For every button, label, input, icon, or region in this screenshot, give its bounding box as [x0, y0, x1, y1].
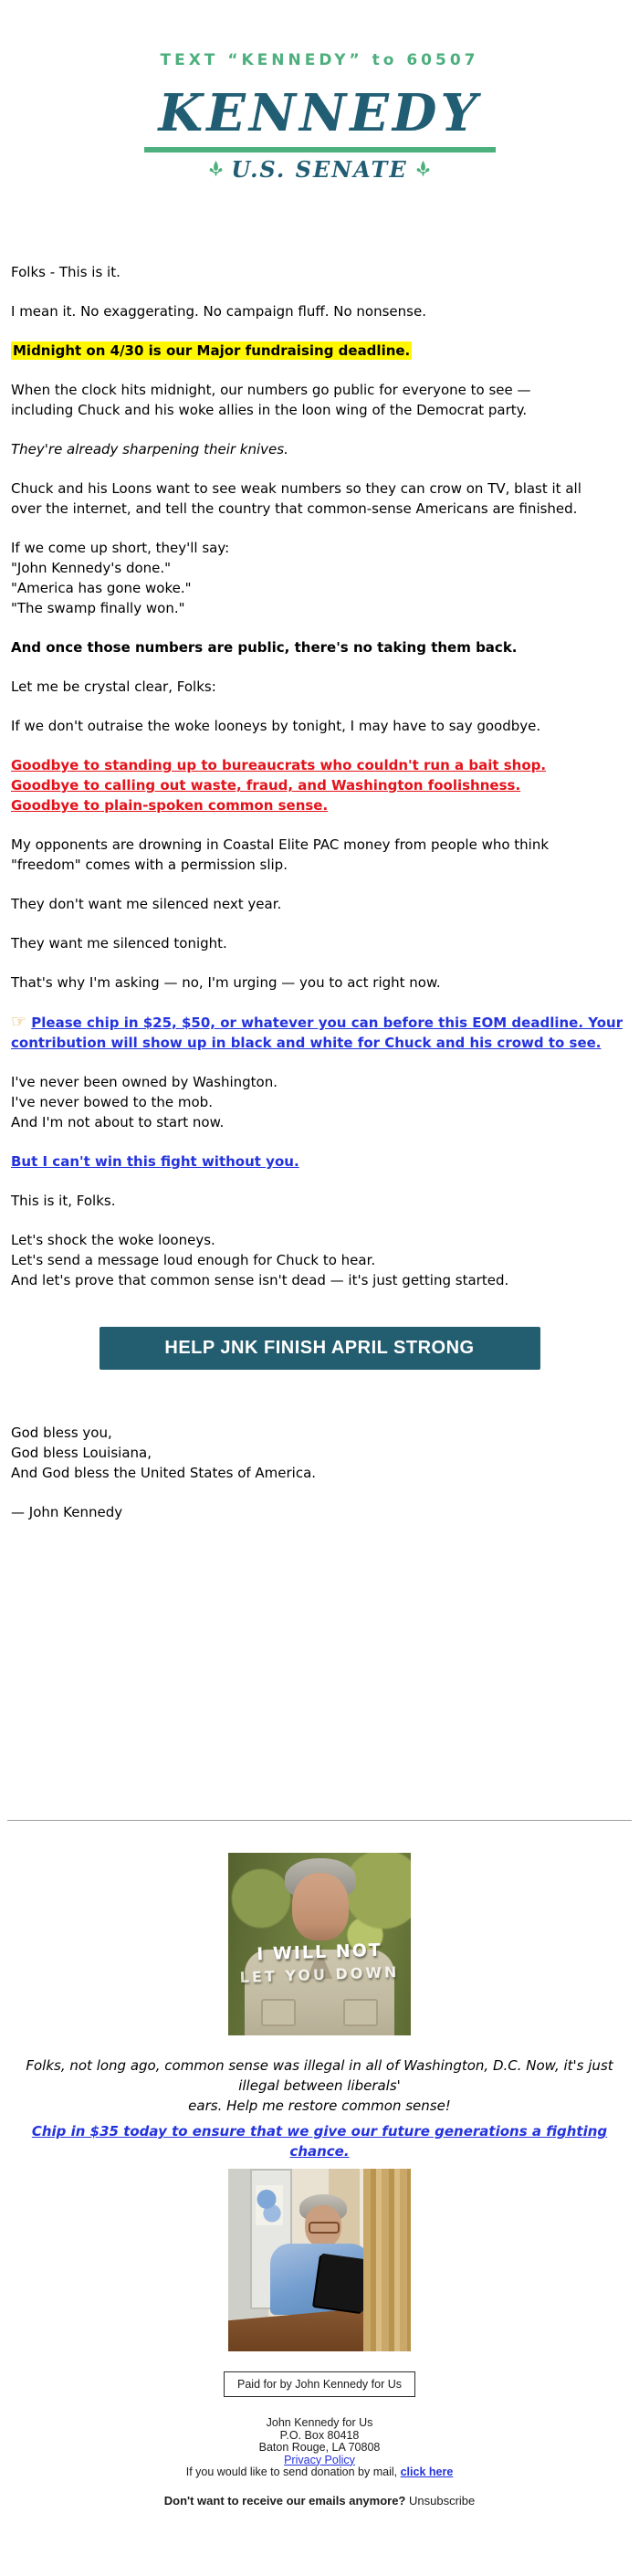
opponents-paragraph: My opponents are drowning in Coastal Elite PAC money from people who think "freedom" comes with a permission slip.	[11, 836, 550, 873]
unsubscribe-row	[0, 2494, 639, 2508]
chip-35-link[interactable]: Chip in $35 today to ensure that we give our future generations a fighting chance.	[31, 2123, 608, 2160]
divider	[7, 1820, 632, 1821]
cant-win-link[interactable]: But I can't win this fight without you.	[11, 1153, 299, 1170]
chip-35-row	[0, 2121, 639, 2161]
mean-it-paragraph: I mean it. No exaggerating. No campaign fluff. No nonsense.	[11, 303, 426, 320]
never-paragraph: I've never been owned by Washington. I've never bowed to the mob. And I'm not about to start now.	[11, 1074, 278, 1130]
photo-pocket	[261, 1999, 296, 2026]
quotes-paragraph: If we come up short, they'll say: "John Kennedy's done." "America has gone woke." "The swamp finally won."	[11, 540, 230, 616]
no-taking-back-paragraph: And once those numbers are public, there's no taking them back.	[11, 639, 518, 656]
kennedy-tablet-photo	[228, 2169, 411, 2351]
next-year-paragraph: They don't want me silenced next year.	[11, 896, 282, 912]
pointing-hand-icon: ☞	[11, 1012, 27, 1032]
logo-wordmark: KENNEDY	[158, 83, 481, 143]
goodbye-link[interactable]: Goodbye to plain-spoken common sense.	[11, 797, 329, 814]
photo-overlay-text: LET YOU DOWN	[239, 1962, 400, 1987]
donate-button[interactable]: HELP JNK FINISH APRIL STRONG	[100, 1327, 540, 1370]
photo-pocket	[343, 1999, 378, 2026]
logo-subtitle: U.S. SENATE	[231, 155, 408, 183]
this-is-it-paragraph: This is it, Folks.	[11, 1193, 116, 1209]
org-name: John Kennedy for Us	[266, 2416, 373, 2429]
unsubscribe-link[interactable]: Unsubscribe	[408, 2493, 476, 2508]
crystal-clear-paragraph: Let me be crystal clear, Folks:	[11, 678, 216, 695]
goodbye-links-block	[11, 755, 628, 815]
fleur-de-lis-icon	[416, 161, 430, 177]
address-block	[0, 2417, 639, 2479]
privacy-policy-link[interactable]: Privacy Policy	[284, 2453, 355, 2466]
goodbye-link[interactable]: Goodbye to standing up to bureaucrats who couldn't run a bait shop.	[11, 757, 547, 773]
photo-wall-map	[256, 2185, 283, 2225]
postscript-section	[0, 1853, 639, 2351]
goodbye-link[interactable]: Goodbye to calling out waste, fraud, and Washington foolishness.	[11, 777, 521, 794]
kennedy-outdoor-photo	[228, 1853, 411, 2035]
shock-paragraph: Let's shock the woke looneys. Let's send a message loud enough for Chuck to hear. And let's prove that common sense isn't dead — it's just getting started.	[11, 1232, 509, 1288]
campaign-logo	[0, 85, 639, 182]
knives-paragraph: They're already sharpening their knives.	[11, 441, 288, 457]
photo-tablet	[314, 2254, 371, 2313]
chip-in-cta	[11, 1012, 628, 1053]
photo-caption: Folks, not long ago, common sense was illegal in all of Washington, D.C. Now, it's just illegal between liberals' ears. Help me restore common sense!	[26, 2057, 613, 2114]
sms-optin-line: TEXT “KENNEDY” to 60507	[160, 51, 479, 69]
cant-win-paragraph	[11, 1151, 628, 1172]
urging-paragraph: That's why I'm asking — no, I'm urging — you to act right now.	[11, 974, 441, 991]
intro-paragraph: Folks - This is it.	[11, 264, 120, 280]
logo-subtitle-row	[0, 156, 639, 182]
donate-button-row	[11, 1327, 628, 1370]
fleur-de-lis-icon	[209, 161, 223, 177]
logo-underline	[144, 147, 496, 152]
blessing-paragraph: God bless you, God bless Louisiana, And God bless the United States of America.	[11, 1425, 317, 1481]
mail-donation-text: If you would like to send donation by mail,	[185, 2466, 398, 2478]
deadline-paragraph	[11, 341, 628, 361]
photo-face	[292, 1873, 349, 1940]
unsubscribe-text: Don't want to receive our emails anymore?	[163, 2493, 406, 2508]
email-footer	[0, 2351, 639, 2576]
loons-paragraph: Chuck and his Loons want to see weak numbers so they can crow on TV, blast it all over the internet, and tell the country that common-sense Americans are finished.	[11, 480, 581, 517]
spacer	[0, 1541, 639, 1820]
po-box: P.O. Box 80418	[279, 2428, 360, 2442]
letter-body	[0, 262, 639, 1522]
photo-curtain	[363, 2169, 411, 2351]
bottom-spacer	[0, 2508, 639, 2576]
photo-overlay-text: I WILL NOT	[256, 1940, 383, 1965]
photo-glasses	[309, 2222, 340, 2234]
mail-donation-link[interactable]: click here	[400, 2466, 454, 2478]
photo2-wrap	[0, 2169, 639, 2351]
deadline-highlight: Midnight on 4/30 is our Major fundraising deadline.	[13, 342, 411, 359]
tonight-paragraph: They want me silenced tonight.	[11, 935, 227, 952]
clock-paragraph: When the clock hits midnight, our numbers go public for everyone to see — including Chuck and his woke allies in the loon wing of the Democrat party.	[11, 382, 531, 418]
paid-for-disclaimer: Paid for by John Kennedy for Us	[224, 2371, 415, 2397]
city-state-zip: Baton Rouge, LA 70808	[258, 2441, 381, 2454]
outraise-paragraph: If we don't outraise the woke looneys by tonight, I may have to say goodbye.	[11, 718, 541, 734]
chip-in-link[interactable]: ☞ Please chip in $25, $50, or whatever you can before this EOM deadline. Your contribution will show up in black and white for Chuck and his crowd to see.	[11, 1012, 623, 1051]
signature: — John Kennedy	[11, 1504, 123, 1520]
